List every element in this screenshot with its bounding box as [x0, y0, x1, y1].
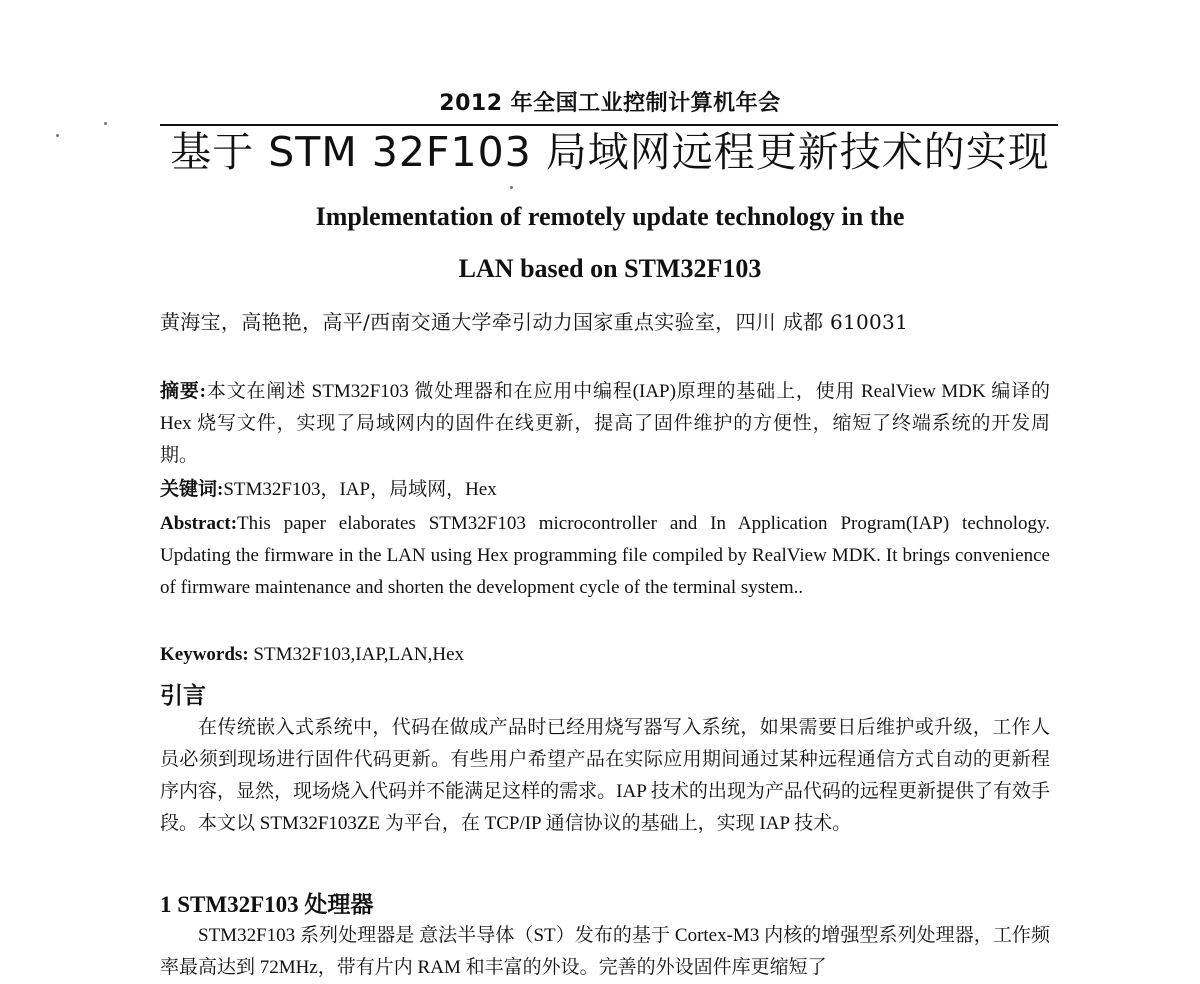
title-chinese: 基于 STM 32F103 局域网远程更新技术的实现: [170, 128, 1050, 176]
abstract-chinese: [160, 376, 1050, 472]
keywords-english: [160, 639, 1050, 671]
keywords-chinese: [160, 474, 1050, 506]
keywords-en-label: Keywords:: [160, 644, 249, 665]
abstract-cn-label: 摘要:: [160, 381, 207, 402]
abstract-en-text: This paper elaborates STM32F103 microcontroller and In Application Program(IAP) technology. Updating the firmware in the LAN using Hex programming file compiled by RealView MDK. It brings convenience of firmware maintenance and shorten the development cycle of the terminal system..: [160, 513, 1050, 598]
title-english-line1: Implementation of remotely update technology in the: [315, 202, 905, 231]
section-title-stm32: 1 STM32F103 处理器: [160, 892, 374, 917]
scan-speck: [510, 186, 513, 189]
keywords-cn-label: 关键词:: [160, 479, 224, 500]
stm32-paragraph: STM32F103 系列处理器是 意法半导体（ST）发布的基于 Cortex-M3 内核的增强型系列处理器，工作频率最高达到 72MHz，带有片内 RAM 和丰富的外设。完善的外设固件库更缩短了: [160, 925, 1050, 978]
keywords-cn-text: STM32F103，IAP，局域网，Hex: [223, 479, 497, 500]
authors-affiliation: 黄海宝，高艳艳，高平/西南交通大学牵引动力国家重点实验室，四川 成都 610031: [160, 310, 909, 334]
title-english-line2: LAN based on STM32F103: [458, 254, 762, 283]
scan-speck: [56, 134, 59, 137]
abstract-english: [160, 508, 1050, 604]
keywords-en-text: STM32F103,IAP,LAN,Hex: [248, 644, 465, 665]
conference-header: 2012 年全国工业控制计算机年会: [439, 91, 781, 116]
scan-speck: [104, 122, 107, 125]
abstract-en-label: Abstract:: [160, 513, 238, 534]
abstract-cn-text: 本文在阐述 STM32F103 微处理器和在应用中编程(IAP)原理的基础上，使用 RealView MDK 编译的 Hex 烧写文件，实现了局域网内的固件在线更新，提高了固件维护的方便性，缩短了终端系统的开发周期。: [160, 381, 1050, 466]
section-title-introduction: 引言: [160, 682, 206, 709]
introduction-paragraph: 在传统嵌入式系统中，代码在做成产品时已经用烧写器写入系统，如果需要日后维护或升级，工作人员必须到现场进行固件代码更新。有些用户希望产品在实际应用期间通过某种远程通信方式自动的更新程序内容，显然，现场烧入代码并不能满足这样的需求。IAP 技术的出现为产品代码的远程更新提供了有效手段。本文以 STM32F103ZE 为平台，在 TCP/IP 通信协议的基础上，实现 IAP 技术。: [160, 717, 1050, 834]
